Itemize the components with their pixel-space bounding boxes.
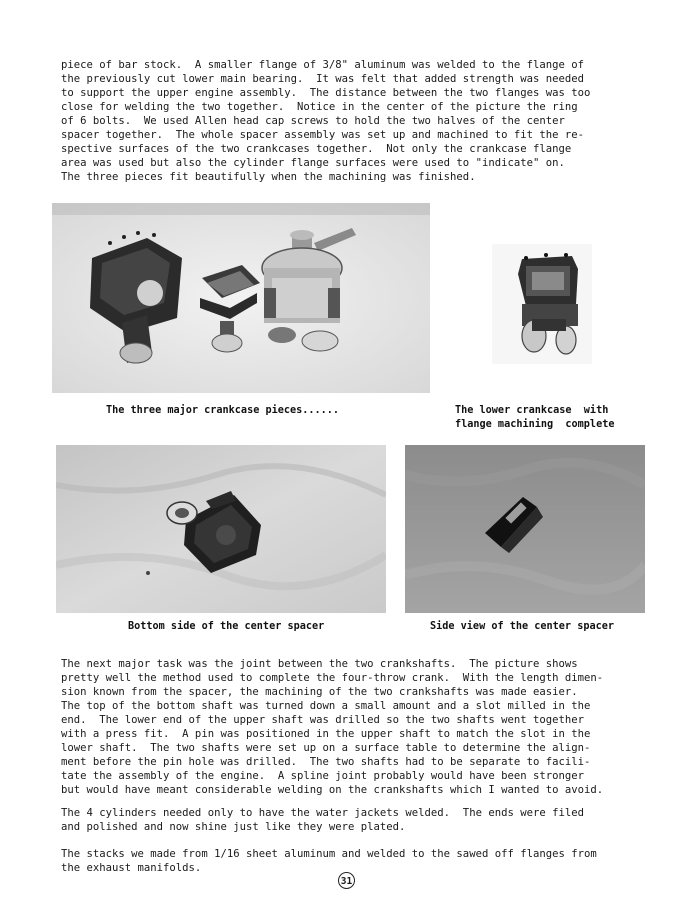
photo-three-crankcase-pieces xyxy=(52,203,430,393)
photo-bottom-side-center-spacer xyxy=(56,445,386,613)
paragraph-cylinders: The 4 cylinders needed only to have the water jackets welded. The ends were filed and polished and now shine just like they were plated. xyxy=(61,807,584,833)
caption-lower-crankcase: The lower crankcase with flange machining complete xyxy=(455,405,615,430)
caption-side-view-center-spacer: Side view of the center spacer xyxy=(430,621,615,632)
caption-three-crankcase-pieces: The three major crankcase pieces...... xyxy=(106,405,340,416)
page-number: 31 xyxy=(338,872,355,889)
photo-lower-crankcase xyxy=(492,244,592,364)
photo-side-view-center-spacer xyxy=(405,445,645,613)
caption-bottom-side-center-spacer: Bottom side of the center spacer xyxy=(128,621,325,632)
paragraph-intro: piece of bar stock. A smaller flange of 3/8" aluminum was welded to the flange of the previously cut lower main bearing. It was felt that added strength was needed to support the upper engine assembly. The distance between the two flanges was too close for welding the two together. Notice in the center of the picture the ring of 6 bolts. We used Allen head cap screws to hold the two halves of the center spacer together. The whole spacer assembly was set up and machined to fit the re- spective surfaces of the two crankcases together. Not only the crankcase flange area was used but also the cylinder flange surfaces were used to "indicate" on. The three pieces fit beautifully when the machining was finished. xyxy=(61,59,591,183)
paragraph-crankshaft-joint: The next major task was the joint between the two crankshafts. The picture shows pretty well the method used to complete the four-throw crank. With the length dimen- sion known from the spacer, the machining of the two crankshafts was made easier. The top of the bottom shaft was turned down a small amount and a slot milled in the end. The lower end of the upper shaft was drilled so the two shafts went together with a press fit. A pin was positioned in the upper shaft to match the slot in the lower shaft. The two shafts were set up on a surface table to determine the align- ment before the pin hole was drilled. The two shafts had to be separate to facili- tate the assembly of the engine. A spline joint probably would have been stronger but would have meant considerable welding on the crankshafts which I wanted to avoid. xyxy=(61,658,604,796)
paragraph-stacks: The stacks we made from 1/16 sheet aluminum and welded to the sawed off flanges from the exhaust manifolds. xyxy=(61,848,597,874)
